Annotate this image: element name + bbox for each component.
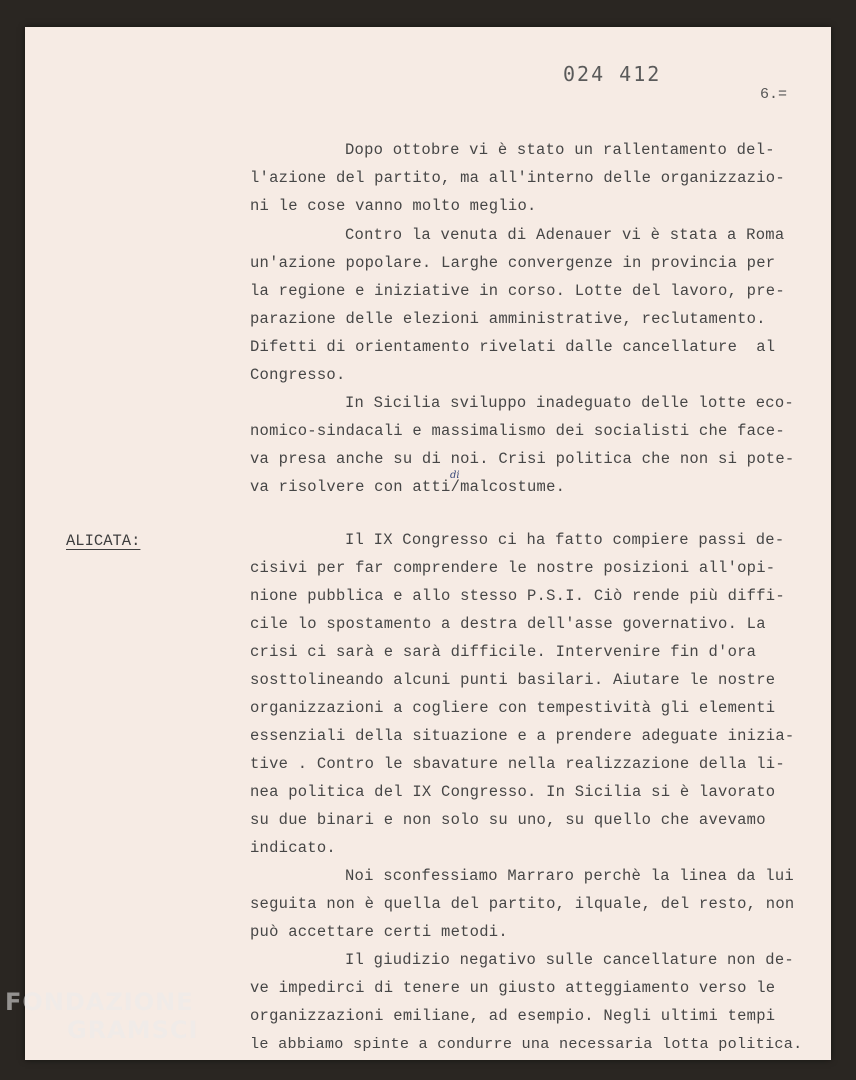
text-line: essenziali della situazione e a prendere adeguate inizia-	[250, 727, 795, 745]
speaker-label: ALICATA:	[66, 532, 141, 550]
watermark-line-1: FONDAZIONE	[5, 988, 194, 1016]
text-line: va presa anche su di noi. Crisi politica che non si pote-	[250, 450, 795, 468]
archive-number: 024 412	[563, 62, 662, 86]
text-line: nione pubblica e allo stesso P.S.I. Ciò rende più diffi-	[250, 587, 785, 605]
text-line: la regione e iniziative in corso. Lotte del lavoro, pre-	[250, 282, 785, 300]
text-line: organizzazioni a cogliere con tempestività gli elementi	[250, 699, 776, 717]
text-line: può accettare certi metodi.	[250, 923, 508, 941]
text-line: parazione delle elezioni amministrative, reclutamento.	[250, 310, 766, 328]
watermark-logo	[5, 988, 198, 1044]
text-line: Il IX Congresso ci ha fatto compiere passi de-	[345, 531, 785, 549]
text-line: nea politica del IX Congresso. In Sicilia si è lavorato	[250, 783, 776, 801]
text-line: Difetti di orientamento rivelati dalle cancellature al	[250, 338, 776, 356]
text-line: Il giudizio negativo sulle cancellature non de-	[345, 951, 794, 969]
text-line: In Sicilia sviluppo inadeguato delle lotte eco-	[345, 394, 794, 412]
handwritten-annotation: di	[450, 470, 460, 481]
text-line: tive . Contro le sbavature nella realizzazione della li-	[250, 755, 785, 773]
text-line: va risolvere con atti/malcostume.	[250, 478, 566, 496]
page-number: 6.=	[760, 86, 788, 103]
text-line: cisivi per far comprendere le nostre posizioni all'opi-	[250, 559, 776, 577]
text-line: Congresso.	[250, 366, 346, 384]
text-line: Contro la venuta di Adenauer vi è stata a Roma	[345, 226, 785, 244]
text-line: organizzazioni emiliane, ad esempio. Negli ultimi tempi	[250, 1007, 776, 1025]
text-line: sosttolineando alcuni punti basilari. Aiutare le nostre	[250, 671, 776, 689]
text-line: nomico-sindacali e massimalismo dei socialisti che face-	[250, 422, 785, 440]
text-line: su due binari e non solo su uno, su quello che avevamo	[250, 811, 766, 829]
text-line: Noi sconfessiamo Marraro perchè la linea da lui	[345, 867, 794, 885]
text-line: crisi ci sarà e sarà difficile. Intervenire fin d'ora	[250, 643, 757, 661]
watermark-line-2: GRAMSCI	[67, 1016, 199, 1044]
text-line: le abbiamo spinte a condurre una necessaria lotta politica.	[250, 1035, 803, 1053]
text-line: l'azione del partito, ma all'interno delle organizzazio-	[250, 169, 785, 187]
text-line: cile lo spostamento a destra dell'asse governativo. La	[250, 615, 766, 633]
text-line: indicato.	[250, 839, 336, 857]
text-line: Dopo ottobre vi è stato un rallentamento del-	[345, 141, 775, 159]
text-line: ni le cose vanno molto meglio.	[250, 197, 537, 215]
text-line: un'azione popolare. Larghe convergenze in provincia per	[250, 254, 776, 272]
text-line: seguita non è quella del partito, ilquale, del resto, non	[250, 895, 795, 913]
text-line: ve impedirci di tenere un giusto atteggiamento verso le	[250, 979, 776, 997]
